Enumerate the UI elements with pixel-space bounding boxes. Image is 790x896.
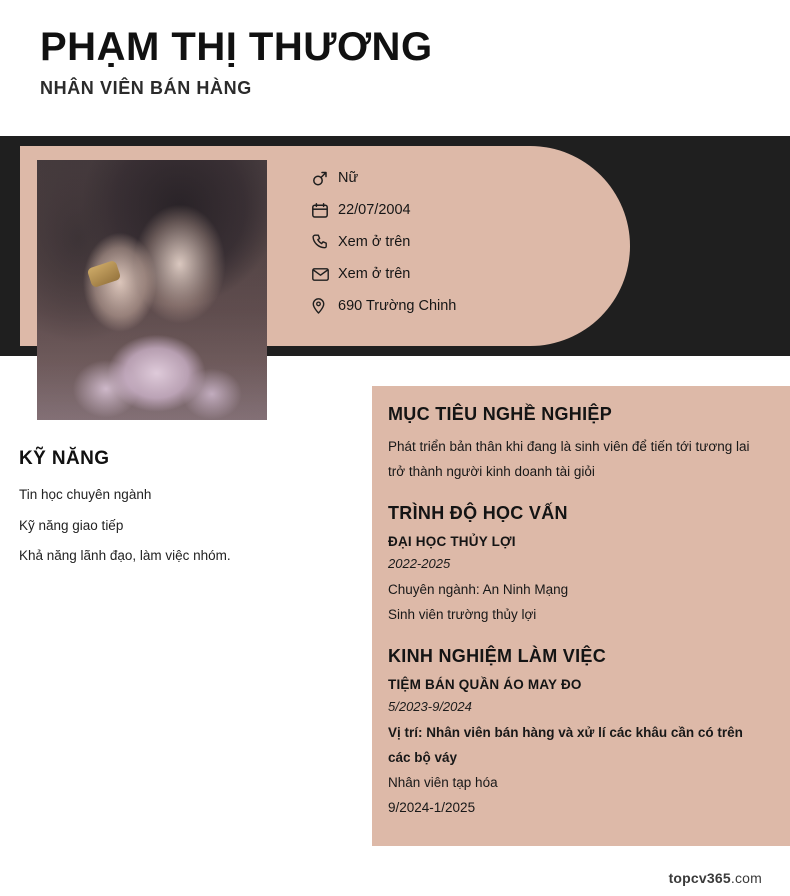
- photo-artwork: [37, 160, 267, 420]
- education-school: ĐẠI HỌC THỦY LỢI: [388, 533, 516, 549]
- experience-line: 9/2024-1/2025: [388, 799, 476, 815]
- contact-value-email: Xem ở trên: [338, 266, 411, 282]
- contact-row-gender: [312, 162, 612, 194]
- contact-row-email: [312, 258, 612, 290]
- list-item: Khả năng lãnh đạo, làm việc nhóm.: [19, 548, 231, 564]
- footer-domain: .com: [730, 870, 762, 886]
- phone-icon: [312, 231, 338, 253]
- email-icon: [312, 263, 338, 285]
- footer-brand: topcv365: [668, 870, 731, 886]
- experience-date: 5/2023-9/2024: [388, 698, 472, 714]
- education-title: TRÌNH ĐỘ HỌC VẤN: [388, 502, 568, 523]
- list-item: Kỹ năng giao tiếp: [19, 517, 124, 533]
- education-line: Sinh viên trường thủy lợi: [388, 606, 537, 622]
- contact-info: [312, 162, 612, 322]
- contact-value-phone: Xem ở trên: [338, 234, 411, 250]
- education-date: 2022-2025: [388, 555, 451, 571]
- calendar-icon: [312, 199, 338, 221]
- location-icon: [312, 295, 338, 317]
- profile-photo: [37, 160, 267, 420]
- job-title: NHÂN VIÊN BÁN HÀNG: [40, 78, 252, 98]
- contact-row-address: [312, 290, 612, 322]
- skills-title: KỸ NĂNG: [19, 448, 110, 469]
- list-item: Tin học chuyên ngành: [19, 487, 152, 502]
- experience-title: KINH NGHIỆM LÀM VIỆC: [388, 645, 607, 666]
- contact-row-birthdate: [312, 194, 612, 226]
- gender-icon: [312, 167, 338, 189]
- contact-value-gender: Nữ: [338, 170, 359, 186]
- objective-text: Phát triển bản thân khi đang là sinh viên để tiến tới tương lai trở thành người kinh doanh tài giỏi: [388, 439, 750, 479]
- skills-section: [19, 448, 339, 578]
- footer-watermark: [669, 870, 762, 886]
- experience-line: Nhân viên tạp hóa: [388, 774, 498, 790]
- resume-header: [0, 0, 790, 136]
- main-content-panel: [372, 386, 790, 846]
- page-title: PHẠM THỊ THƯƠNG: [40, 25, 433, 69]
- experience-org: TIỆM BÁN QUẦN ÁO MAY ĐO: [388, 676, 582, 692]
- contact-row-phone: [312, 226, 612, 258]
- contact-value-address: 690 Trường Chinh: [338, 298, 457, 314]
- contact-value-birthdate: 22/07/2004: [338, 202, 411, 218]
- objective-title: MỤC TIÊU NGHỀ NGHIỆP: [388, 404, 613, 424]
- experience-role: Vị trí: Nhân viên bán hàng và xử lí các khâu cần có trên các bộ váy: [388, 724, 743, 765]
- education-line: Chuyên ngành: An Ninh Mạng: [388, 581, 569, 597]
